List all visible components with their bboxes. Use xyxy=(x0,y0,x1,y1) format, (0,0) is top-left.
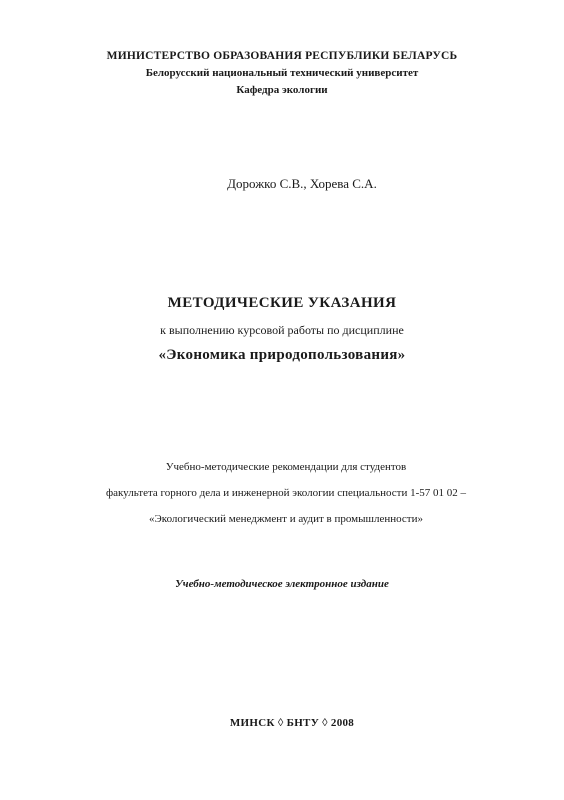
document-title: МЕТОДИЧЕСКИЕ УКАЗАНИЯ xyxy=(167,295,397,311)
department-name: Кафедра экологии xyxy=(236,84,328,96)
authors: Дорожко С.В., Хорева С.А. xyxy=(227,176,377,191)
recommendation-line: факультета горного дела и инженерной экологии специальности 1-57 01 02 – xyxy=(105,487,466,499)
course-name: «Экономика природопользования» xyxy=(158,347,406,363)
ministry-heading: МИНИСТЕРСТВО ОБРАЗОВАНИЯ РЕСПУБЛИКИ БЕЛАРУСЬ xyxy=(106,50,458,62)
recommendation-line: «Экологический менеджмент и аудит в промышленности» xyxy=(149,513,423,525)
recommendation-line: Учебно-методические рекомендации для студентов xyxy=(165,461,407,473)
edition-type: Учебно-методическое электронное издание xyxy=(175,578,389,590)
imprint: МИНСК ◊ БНТУ ◊ 2008 xyxy=(229,717,355,729)
university-name: Белорусский национальный технический университет xyxy=(145,67,419,79)
document-subtitle: к выполнению курсовой работы по дисциплине xyxy=(160,323,404,337)
